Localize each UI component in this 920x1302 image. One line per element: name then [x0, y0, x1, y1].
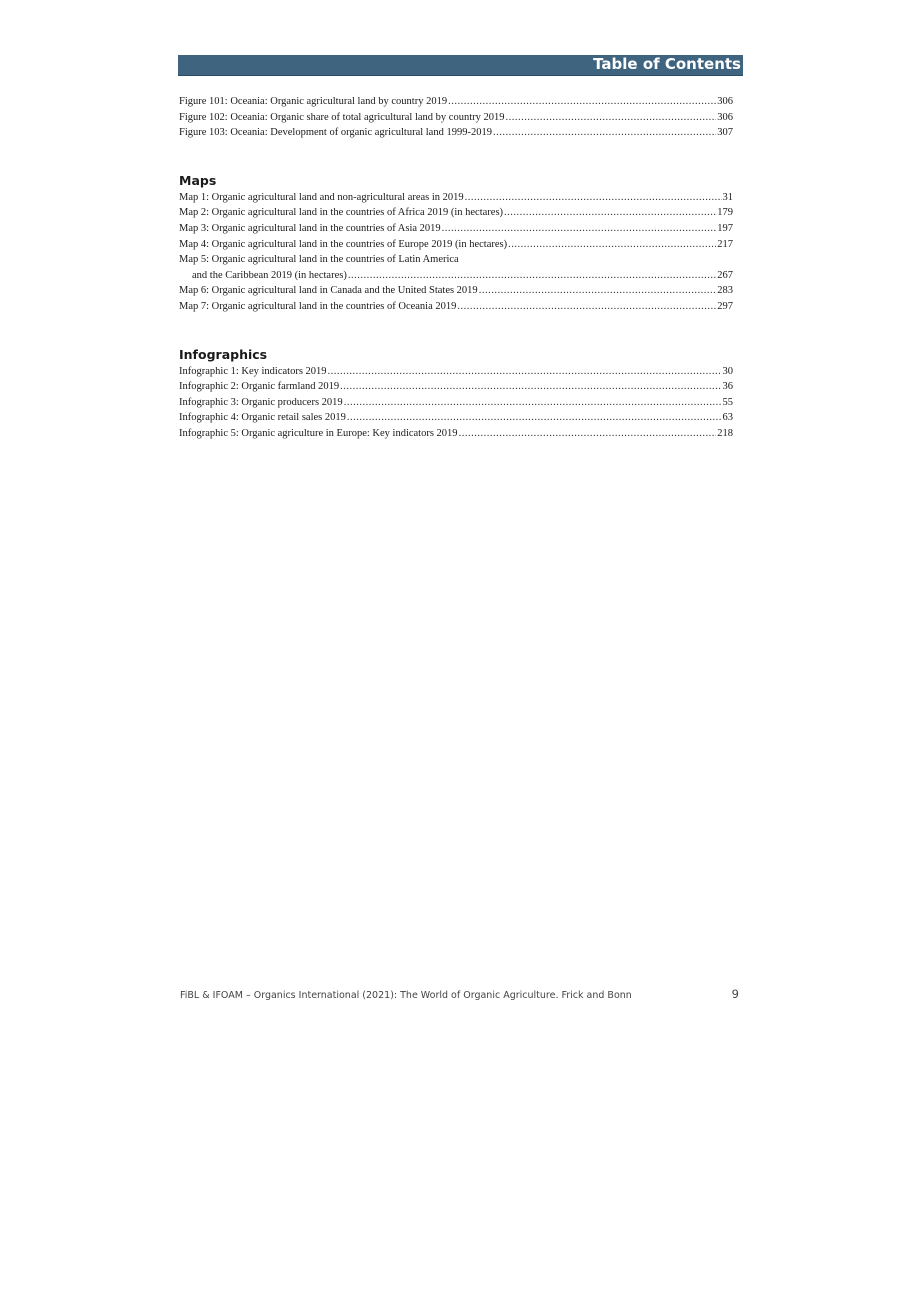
dot-leader [344, 395, 722, 411]
toc-entry-page: 31 [722, 191, 733, 203]
toc-entry-page: 63 [722, 412, 733, 424]
toc-entry-page: 218 [717, 427, 733, 439]
toc-entry-page: 30 [722, 365, 733, 377]
toc-entry[interactable] [179, 410, 733, 426]
toc-entry-label: Map 1: Organic agricultural land and non-agricultural areas in 2019 [179, 191, 464, 203]
toc-content [179, 94, 733, 442]
dot-leader [506, 110, 717, 126]
toc-entry[interactable] [179, 190, 733, 206]
header-bar [178, 55, 743, 76]
footer-page-number: 9 [731, 987, 739, 1001]
toc-entry-page: 197 [717, 222, 733, 234]
toc-entry[interactable] [179, 110, 733, 126]
toc-entry[interactable] [179, 237, 733, 253]
toc-entry-multiline[interactable] [179, 252, 733, 283]
toc-entry-label: Map 5: Organic agricultural land in the countries of Latin America [179, 254, 459, 266]
dot-leader [504, 205, 716, 221]
toc-entry-label: Infographic 5: Organic agriculture in Europe: Key indicators 2019 [179, 427, 458, 439]
toc-entry-page: 267 [717, 269, 733, 281]
toc-entry-label: and the Caribbean 2019 (in hectares) [192, 269, 347, 281]
toc-entry-page: 36 [722, 381, 733, 393]
toc-entry-label: Map 4: Organic agricultural land in the countries of Europe 2019 (in hectares) [179, 238, 508, 250]
dot-leader [479, 283, 717, 299]
footer-citation: FiBL & IFOAM – Organics International (2021): The World of Organic Agriculture. Frick and Bonn [180, 990, 632, 1001]
toc-entry-label: Figure 102: Oceania: Organic share of total agricultural land by country 2019 [179, 111, 505, 123]
toc-entry-line-1 [179, 252, 733, 268]
dot-leader [493, 125, 716, 141]
page-title: Table of Contents [593, 55, 741, 73]
figures-list [179, 94, 733, 141]
toc-entry-line-2 [179, 268, 733, 284]
toc-entry[interactable] [179, 205, 733, 221]
section-heading-maps: Maps [179, 172, 217, 188]
toc-entry-label: Infographic 4: Organic retail sales 2019 [179, 412, 346, 424]
toc-entry[interactable] [179, 299, 733, 315]
dot-leader [459, 426, 717, 442]
toc-entry-page: 306 [717, 96, 733, 107]
toc-entry-label: Figure 103: Oceania: Development of organic agricultural land 1999-2019 [179, 127, 492, 139]
dot-leader [347, 410, 722, 426]
toc-entry-page: 306 [717, 111, 733, 123]
dot-leader [348, 268, 716, 284]
toc-entry-label: Infographic 1: Key indicators 2019 [179, 365, 327, 377]
dot-leader [448, 94, 716, 110]
toc-entry-label: Infographic 3: Organic producers 2019 [179, 396, 343, 408]
maps-section [179, 172, 733, 315]
dot-leader [457, 299, 716, 315]
dot-leader [328, 364, 722, 380]
toc-entry[interactable] [179, 125, 733, 141]
dot-leader [508, 237, 716, 253]
toc-entry-label: Figure 101: Oceania: Organic agricultural land by country 2019 [179, 96, 448, 107]
toc-entry[interactable] [179, 283, 733, 299]
toc-entry-page: 55 [722, 396, 733, 408]
toc-entry-page: 179 [717, 207, 733, 219]
toc-entry[interactable] [179, 379, 733, 395]
toc-entry-page: 217 [717, 238, 733, 250]
toc-entry[interactable] [179, 94, 733, 110]
toc-entry-label: Map 7: Organic agricultural land in the countries of Oceania 2019 [179, 300, 457, 312]
toc-entry-page: 297 [717, 300, 733, 312]
toc-entry-label: Map 3: Organic agricultural land in the countries of Asia 2019 [179, 222, 441, 234]
dot-leader [340, 379, 721, 395]
toc-entry-page: 283 [717, 285, 733, 297]
toc-entry[interactable] [179, 221, 733, 237]
toc-entry[interactable] [179, 395, 733, 411]
toc-entry-page: 307 [717, 127, 733, 139]
toc-entry[interactable] [179, 426, 733, 442]
section-heading-infographics: Infographics [179, 346, 268, 362]
dot-leader [442, 221, 717, 237]
toc-entry-label: Infographic 2: Organic farmland 2019 [179, 381, 340, 393]
dot-leader [465, 190, 722, 206]
toc-entry-label: Map 2: Organic agricultural land in the countries of Africa 2019 (in hectares) [179, 207, 504, 219]
toc-entry-label: Map 6: Organic agricultural land in Canada and the United States 2019 [179, 285, 478, 297]
toc-entry[interactable] [179, 364, 733, 380]
infographics-section [179, 346, 733, 442]
